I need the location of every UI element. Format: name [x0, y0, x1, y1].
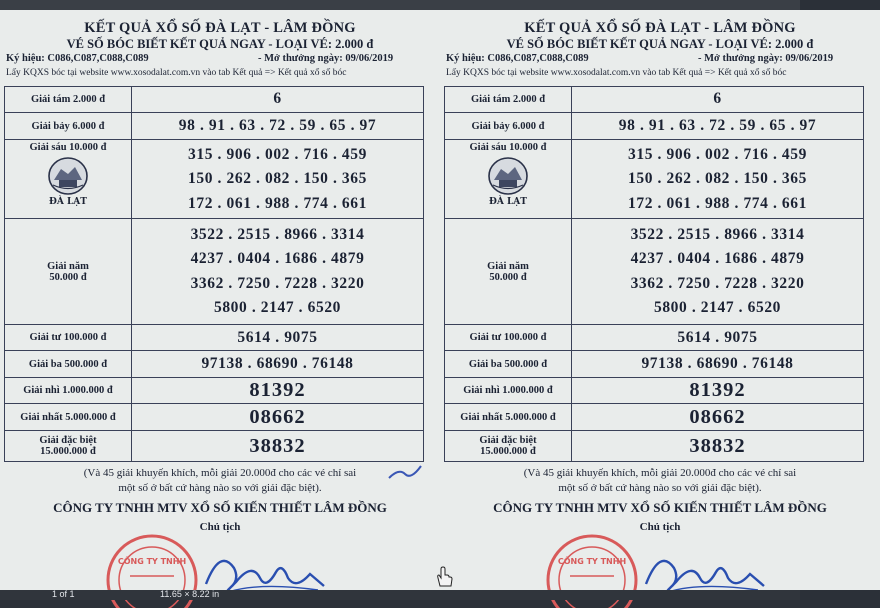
ticket-meta: [6, 53, 436, 66]
website-note: Lấy KQXS bóc tại website www.xosodalat.com.vn vào tab Kết quả => Kết quả xổ số bóc: [6, 68, 347, 78]
consolation-note: [440, 466, 880, 496]
prize-row-g4: [5, 325, 424, 351]
winning-number: 4237 . 0404 . 1686 . 4879: [190, 250, 365, 268]
prize-row-g7: [5, 113, 424, 140]
prize-numbers: [132, 140, 424, 219]
prize-row-g1: [5, 404, 424, 430]
viewer-status-bar: [0, 590, 800, 600]
winning-number: 5614 . 9075: [237, 328, 318, 346]
prize-row-special: [445, 430, 864, 461]
winning-number: 81392: [689, 379, 746, 402]
prize-numbers: [572, 87, 864, 113]
winning-number: 315 . 906 . 002 . 716 . 459: [188, 145, 367, 163]
hand-cursor-icon: [434, 566, 454, 588]
consolation-note: [0, 466, 440, 496]
prize-label: Giải năm: [487, 260, 529, 272]
prize-numbers: [572, 430, 864, 461]
prize-label: Giải tám 2.000 đ: [5, 87, 132, 113]
prize-label: Giải nhì 1.000.000 đ: [445, 377, 572, 403]
page-size-indicator: 11.65 × 8.22 in: [160, 589, 220, 599]
winning-number: 3362 . 7250 . 7228 . 3220: [190, 274, 365, 292]
ticket-series-codes: Ký hiệu: C086,C087,C088,C089: [446, 53, 589, 64]
prize-numbers: [572, 140, 864, 219]
winning-number: 4237 . 0404 . 1686 . 4879: [630, 250, 805, 268]
prize-label: Giải sáu 10.000 đ: [29, 142, 107, 154]
prize-amount: 15.000.000 đ: [40, 445, 96, 457]
prize-numbers: [132, 325, 424, 351]
draw-date: - Mở thưởng ngày: 09/06/2019: [698, 53, 834, 64]
prize-amount: 15.000.000 đ: [480, 445, 536, 457]
prize-label-cell: [5, 430, 132, 461]
prize-row-g6: [5, 140, 424, 219]
prize-table: [444, 86, 864, 462]
draw-date: - Mở thưởng ngày: 09/06/2019: [258, 53, 394, 64]
chairman-title: Chủ tịch: [199, 521, 241, 533]
winning-number: 98 . 91 . 63 . 72 . 59 . 65 . 97: [618, 117, 817, 135]
winning-number: 315 . 906 . 002 . 716 . 459: [628, 145, 807, 163]
prize-table: [4, 86, 424, 462]
ticket-title: KẾT QUẢ XỔ SỐ ĐÀ LẠT - LÂM ĐỒNG: [524, 20, 796, 36]
prize-label: Giải nhất 5.000.000 đ: [5, 404, 132, 430]
prize-row-g5: [5, 219, 424, 325]
prize-row-g3: [5, 351, 424, 377]
emblem-label: ĐÀ LẠT: [489, 197, 527, 208]
prize-numbers: [572, 219, 864, 325]
prize-numbers: [132, 377, 424, 403]
dalat-emblem-icon: [485, 156, 531, 208]
prize-row-g4: [445, 325, 864, 351]
prize-label-cell: [445, 140, 572, 219]
consolation-note-line2: một số ở bất cứ hàng nào so với giải đặc biệt).: [118, 482, 322, 494]
prize-row-g6: [445, 140, 864, 219]
company-name: CÔNG TY TNHH MTV XỔ SỐ KIẾN THIẾT LÂM ĐỒNG: [53, 500, 387, 515]
prize-numbers: [132, 219, 424, 325]
prize-amount: 50.000 đ: [49, 271, 87, 283]
emblem-label: ĐÀ LẠT: [49, 197, 87, 208]
prize-numbers: [132, 404, 424, 430]
prize-label: Giải tư 100.000 đ: [5, 325, 132, 351]
prize-numbers: [132, 87, 424, 113]
chairman-signature-icon: [640, 538, 770, 598]
prize-row-g5: [445, 219, 864, 325]
prize-label: Giải nhất 5.000.000 đ: [445, 404, 572, 430]
winning-number: 3522 . 2515 . 8966 . 3314: [190, 225, 365, 243]
winning-number: 6: [713, 90, 722, 108]
prize-label: Giải bảy 6.000 đ: [445, 113, 572, 140]
prize-row-g2: [445, 377, 864, 403]
winning-number: 38832: [689, 434, 746, 457]
prize-row-g7: [445, 113, 864, 140]
viewer-top-bar: [0, 0, 800, 10]
ticket-subtitle: VÉ SỐ BÓC BIẾT KẾT QUẢ NGAY - LOẠI VÉ: 2.000 đ: [66, 37, 374, 51]
prize-label-cell: [445, 430, 572, 461]
winning-number: 172 . 061 . 988 . 774 . 661: [188, 194, 367, 212]
prize-label: Giải sáu 10.000 đ: [469, 142, 547, 154]
stamp-label: CÔNG TY TNHH: [557, 557, 627, 566]
prize-label: Giải ba 500.000 đ: [445, 351, 572, 377]
winning-number: 3362 . 7250 . 7228 . 3220: [630, 274, 805, 292]
prize-numbers: [572, 351, 864, 377]
prize-row-g1: [445, 404, 864, 430]
consolation-note-line2: một số ở bất cứ hàng nào so với giải đặc biệt).: [558, 482, 762, 494]
prize-label: Giải tám 2.000 đ: [445, 87, 572, 113]
stamp-label: CÔNG TY TNHH: [117, 557, 187, 566]
winning-number: 81392: [249, 379, 306, 402]
winning-number: 5800 . 2147 . 6520: [213, 299, 342, 317]
lottery-ticket-right: [440, 10, 880, 590]
prize-row-g8: [445, 87, 864, 113]
winning-number: 08662: [249, 405, 306, 428]
ticket-meta: [446, 53, 876, 66]
lottery-ticket-left: [0, 10, 440, 590]
prize-numbers: [572, 377, 864, 403]
dalat-emblem-icon: [45, 156, 91, 208]
winning-number: 97138 . 68690 . 76148: [641, 354, 794, 372]
prize-label: Giải bảy 6.000 đ: [5, 113, 132, 140]
winning-number: 5800 . 2147 . 6520: [653, 299, 782, 317]
prize-label: Giải ba 500.000 đ: [5, 351, 132, 377]
website-note: Lấy KQXS bóc tại website www.xosodalat.com.vn vào tab Kết quả => Kết quả xổ số bóc: [446, 68, 787, 78]
prize-numbers: [572, 113, 864, 140]
prize-label: Giải nhì 1.000.000 đ: [5, 377, 132, 403]
ticket-subtitle: VÉ SỐ BÓC BIẾT KẾT QUẢ NGAY - LOẠI VÉ: 2.000 đ: [506, 37, 814, 51]
prize-label-cell: [5, 140, 132, 219]
company-name: CÔNG TY TNHH MTV XỔ SỐ KIẾN THIẾT LÂM ĐỒNG: [493, 500, 827, 515]
winning-number: 08662: [689, 405, 746, 428]
prize-label-cell: [445, 219, 572, 325]
prize-label-cell: [5, 219, 132, 325]
prize-numbers: [572, 404, 864, 430]
prize-row-g2: [5, 377, 424, 403]
winning-number: 150 . 262 . 082 . 150 . 365: [188, 170, 367, 188]
winning-number: 172 . 061 . 988 . 774 . 661: [628, 194, 807, 212]
winning-number: 6: [273, 90, 282, 108]
prize-numbers: [132, 351, 424, 377]
prize-row-g8: [5, 87, 424, 113]
winning-number: 5614 . 9075: [677, 328, 758, 346]
winning-number: 97138 . 68690 . 76148: [201, 354, 354, 372]
prize-amount: 50.000 đ: [489, 271, 527, 283]
page-indicator[interactable]: 1 of 1: [52, 589, 75, 599]
prize-numbers: [572, 325, 864, 351]
winning-number: 150 . 262 . 082 . 150 . 365: [628, 170, 807, 188]
prize-label: Giải tư 100.000 đ: [445, 325, 572, 351]
prize-numbers: [132, 430, 424, 461]
prize-label: Giải năm: [47, 260, 89, 272]
prize-label: Giải đặc biệt: [479, 434, 537, 446]
prize-row-special: [5, 430, 424, 461]
ticket-title: KẾT QUẢ XỔ SỐ ĐÀ LẠT - LÂM ĐỒNG: [84, 20, 356, 36]
chairman-title: Chủ tịch: [639, 521, 681, 533]
winning-number: 3522 . 2515 . 8966 . 3314: [630, 225, 805, 243]
chairman-signature-icon: [200, 538, 330, 598]
consolation-note-line1: (Và 45 giải khuyến khích, mỗi giải 20.000đ cho các vé chỉ sai: [523, 467, 797, 479]
prize-numbers: [132, 113, 424, 140]
consolation-note-line1: (Và 45 giải khuyến khích, mỗi giải 20.000đ cho các vé chỉ sai: [83, 467, 357, 479]
winning-number: 98 . 91 . 63 . 72 . 59 . 65 . 97: [178, 117, 377, 135]
ticket-series-codes: Ký hiệu: C086,C087,C088,C089: [6, 53, 149, 64]
prize-row-g3: [445, 351, 864, 377]
winning-number: 38832: [249, 434, 306, 457]
prize-label: Giải đặc biệt: [39, 434, 97, 446]
